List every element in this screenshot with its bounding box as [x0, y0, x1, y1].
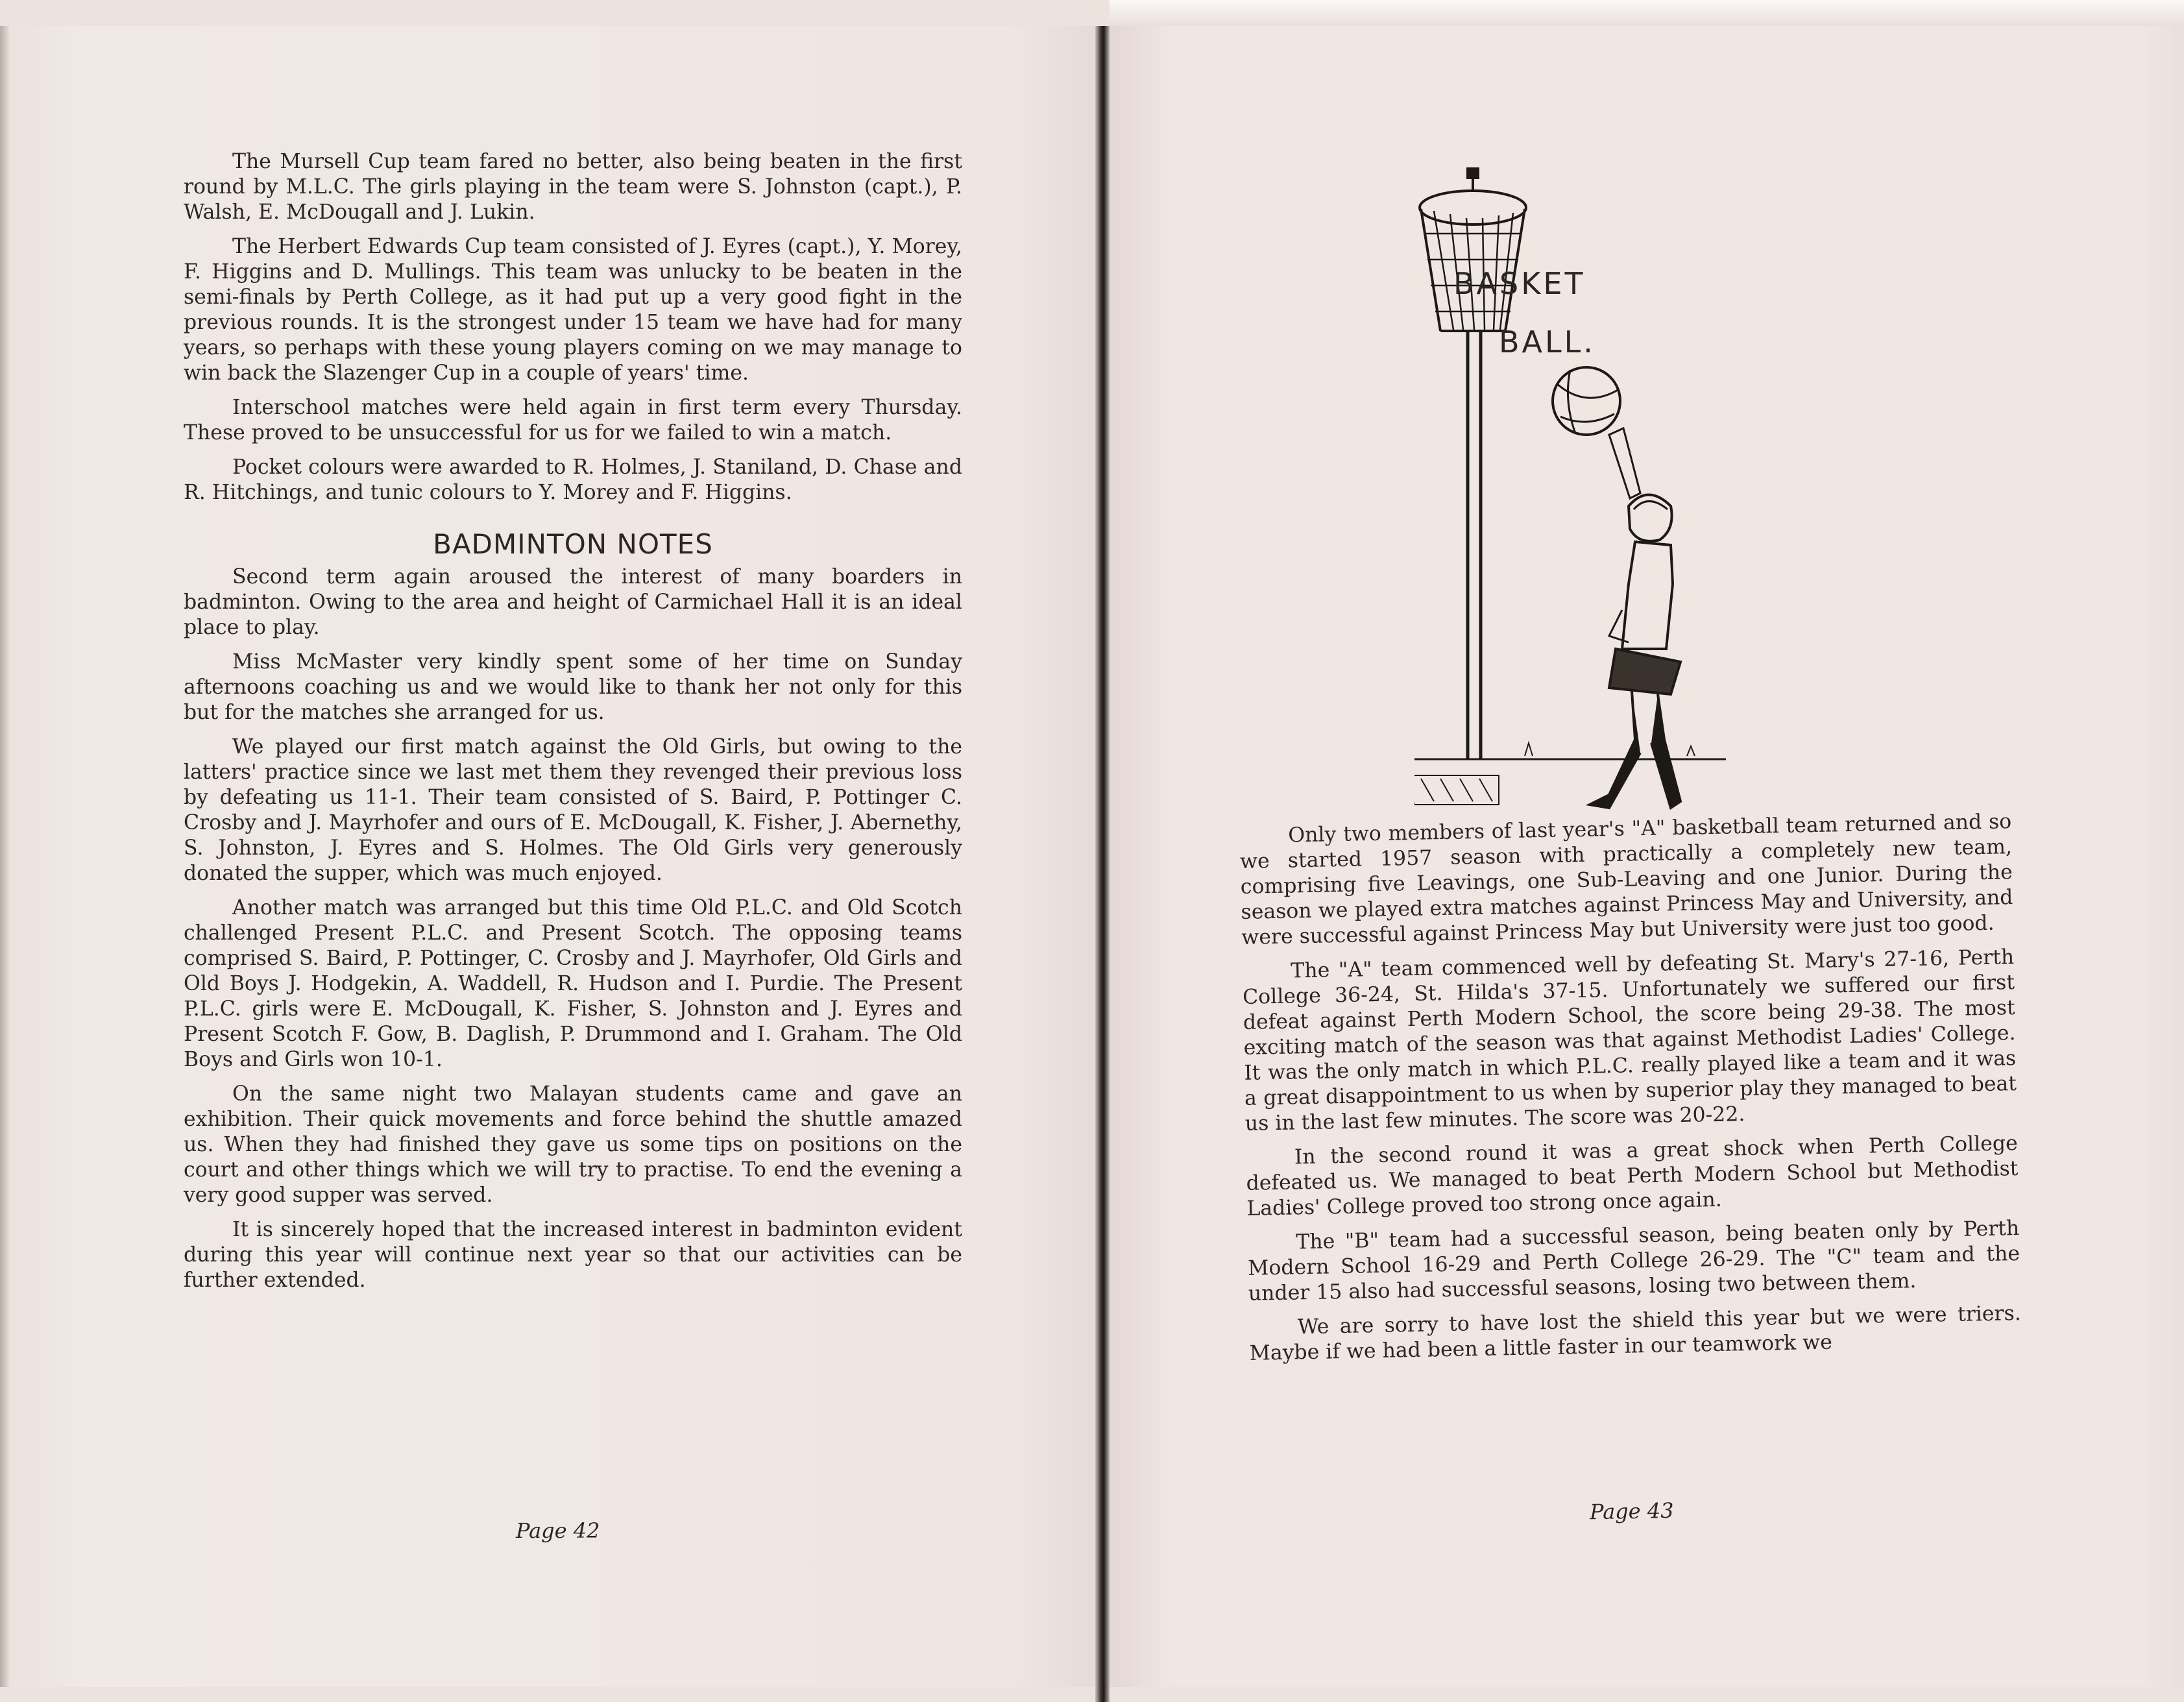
paragraph-coaching: Miss McMaster very kindly spent some of her time on Sunday afternoons coaching us and we would like to thank her not only for this but for the matches she arranged for us.: [184, 650, 962, 724]
paragraph-shield: We are sorry to have lost the shield this year but we were triers. Maybe if we had been a little faster in our teamwork we: [1249, 1302, 2022, 1365]
page-number-left: Page 42: [516, 1518, 600, 1543]
paragraph-a-team-results: The "A" team commenced well by defeating St. Mary's 27-16, Perth College 36-24, St. Hilda's 37-15. Unfortunately we suffered our first defeat against Perth Modern School, the score being 29-38. The most exciting match of the season was that against Methodist Ladies' College. It was the only match in which P.L.C. really played like a team and it was a great disappointment to us when by superior play they managed to beat us in the last few minutes. The score was 20-22.: [1242, 945, 2017, 1136]
page-edge-left: [0, 26, 9, 1687]
right-page: [1110, 26, 2184, 1687]
paragraph-herbert-edwards-cup: The Herbert Edwards Cup team consisted of J. Eyres (capt.), Y. Morey, F. Higgins and D. Mullings. This team was unlucky to be beaten in the semi-finals by Perth College, as it had put up a very good fight in the previous rounds. It is the strongest under 15 team we have had for many years, so perhaps with these young players coming on we may manage to win back the Slazenger Cup in a couple of years' time.: [184, 235, 962, 385]
section-heading-badminton: BADMINTON NOTES: [433, 528, 713, 560]
girl-shooting-basketball-drawing: [1414, 156, 1726, 818]
paragraph-interschool-matches: Interschool matches were held again in first term every Thursday. These proved to be unsuccessful for us for we failed to win a match.: [184, 396, 962, 444]
paragraph-conclusion: It is sincerely hoped that the increased interest in badminton evident during this year will continue next year so that our activities can be further extended.: [184, 1218, 962, 1292]
page-number-right: Page 43: [1589, 1498, 1674, 1525]
paragraph-mursell-cup: The Mursell Cup team fared no better, also being beaten in the first round by M.L.C. The girls playing in the team were S. Johnston (capt.), P. Walsh, E. McDougall and J. Lukin.: [184, 150, 962, 224]
left-page-text-column: [184, 149, 962, 1302]
right-page-text-column: [1239, 809, 2022, 1376]
illustration-title-line1: BASKET: [1453, 266, 1586, 301]
paragraph-old-girls-match: We played our first match against the Old Girls, but owing to the latters' practice since we last met them they revenged their previous loss by defeating us 11-1. Their team consisted of S. Baird, P. Pottinger C. Crosby and J. Mayrhofer and ours of E. McDougall, K. Fisher, J. Abernethy, S. Johnston, J. Eyres and S. Holmes. The Old Girls very generously donated the supper, which was much enjoyed.: [184, 735, 962, 885]
book-gutter: [1095, 26, 1110, 1702]
paragraph-malayan-students: On the same night two Malayan students came and gave an exhibition. Their quick movements and force behind the shuttle amazed us. When they had finished they gave us some tips on positions on the court and other things which we will try to practise. To end the evening a very good supper was served.: [184, 1082, 962, 1207]
basketball-illustration: [1414, 156, 1726, 818]
paragraph-b-team: The "B" team had a successful season, being beaten only by Perth Modern School 16-29 and Perth College 26-29. The "C" team and the under 15 also had successful seasons, losing two between them.: [1247, 1217, 2020, 1306]
left-page: [0, 26, 1097, 1687]
paragraph-scotch-match: Another match was arranged but this time Old P.L.C. and Old Scotch challenged Present P.L.C. and Present Scotch. The opposing teams comprised S. Baird, P. Pottinger, C. Crosby and J. Mayrhofer, Old Girls and Old Boys J. Hodgekin, A. Waddell, R. Hudson and I. Purdie. The Present P.L.C. girls were E. McDougall, K. Fisher, S. Johnston and J. Eyres and Present Scotch F. Gow, B. Daglish, P. Drummond and I. Graham. The Old Boys and Girls won 10-1.: [184, 896, 962, 1071]
illustration-title-line2: BALL.: [1499, 324, 1596, 359]
paragraph-second-round: In the second round it was a great shock when Perth College defeated us. We managed to beat Perth Modern School but Methodist Ladies' College proved too strong once again.: [1246, 1132, 2019, 1221]
paragraph-badminton-intro: Second term again aroused the interest of many boarders in badminton. Owing to the area and height of Carmichael Hall it is an ideal place to play.: [184, 565, 962, 639]
paragraph-season-overview: Only two members of last year's "A" basketball team returned and so we started 1957 season with practically a completely new team, comprising five Leavings, one Sub-Leaving and one Junior. During the season we played extra matches against Princess May and University, and were successful against Princess May but University were just too good.: [1239, 810, 2013, 949]
page-edge-top: [1110, 0, 2184, 29]
paragraph-colours: Pocket colours were awarded to R. Holmes, J. Staniland, D. Chase and R. Hitchings, and tunic colours to Y. Morey and F. Higgins.: [184, 456, 962, 504]
